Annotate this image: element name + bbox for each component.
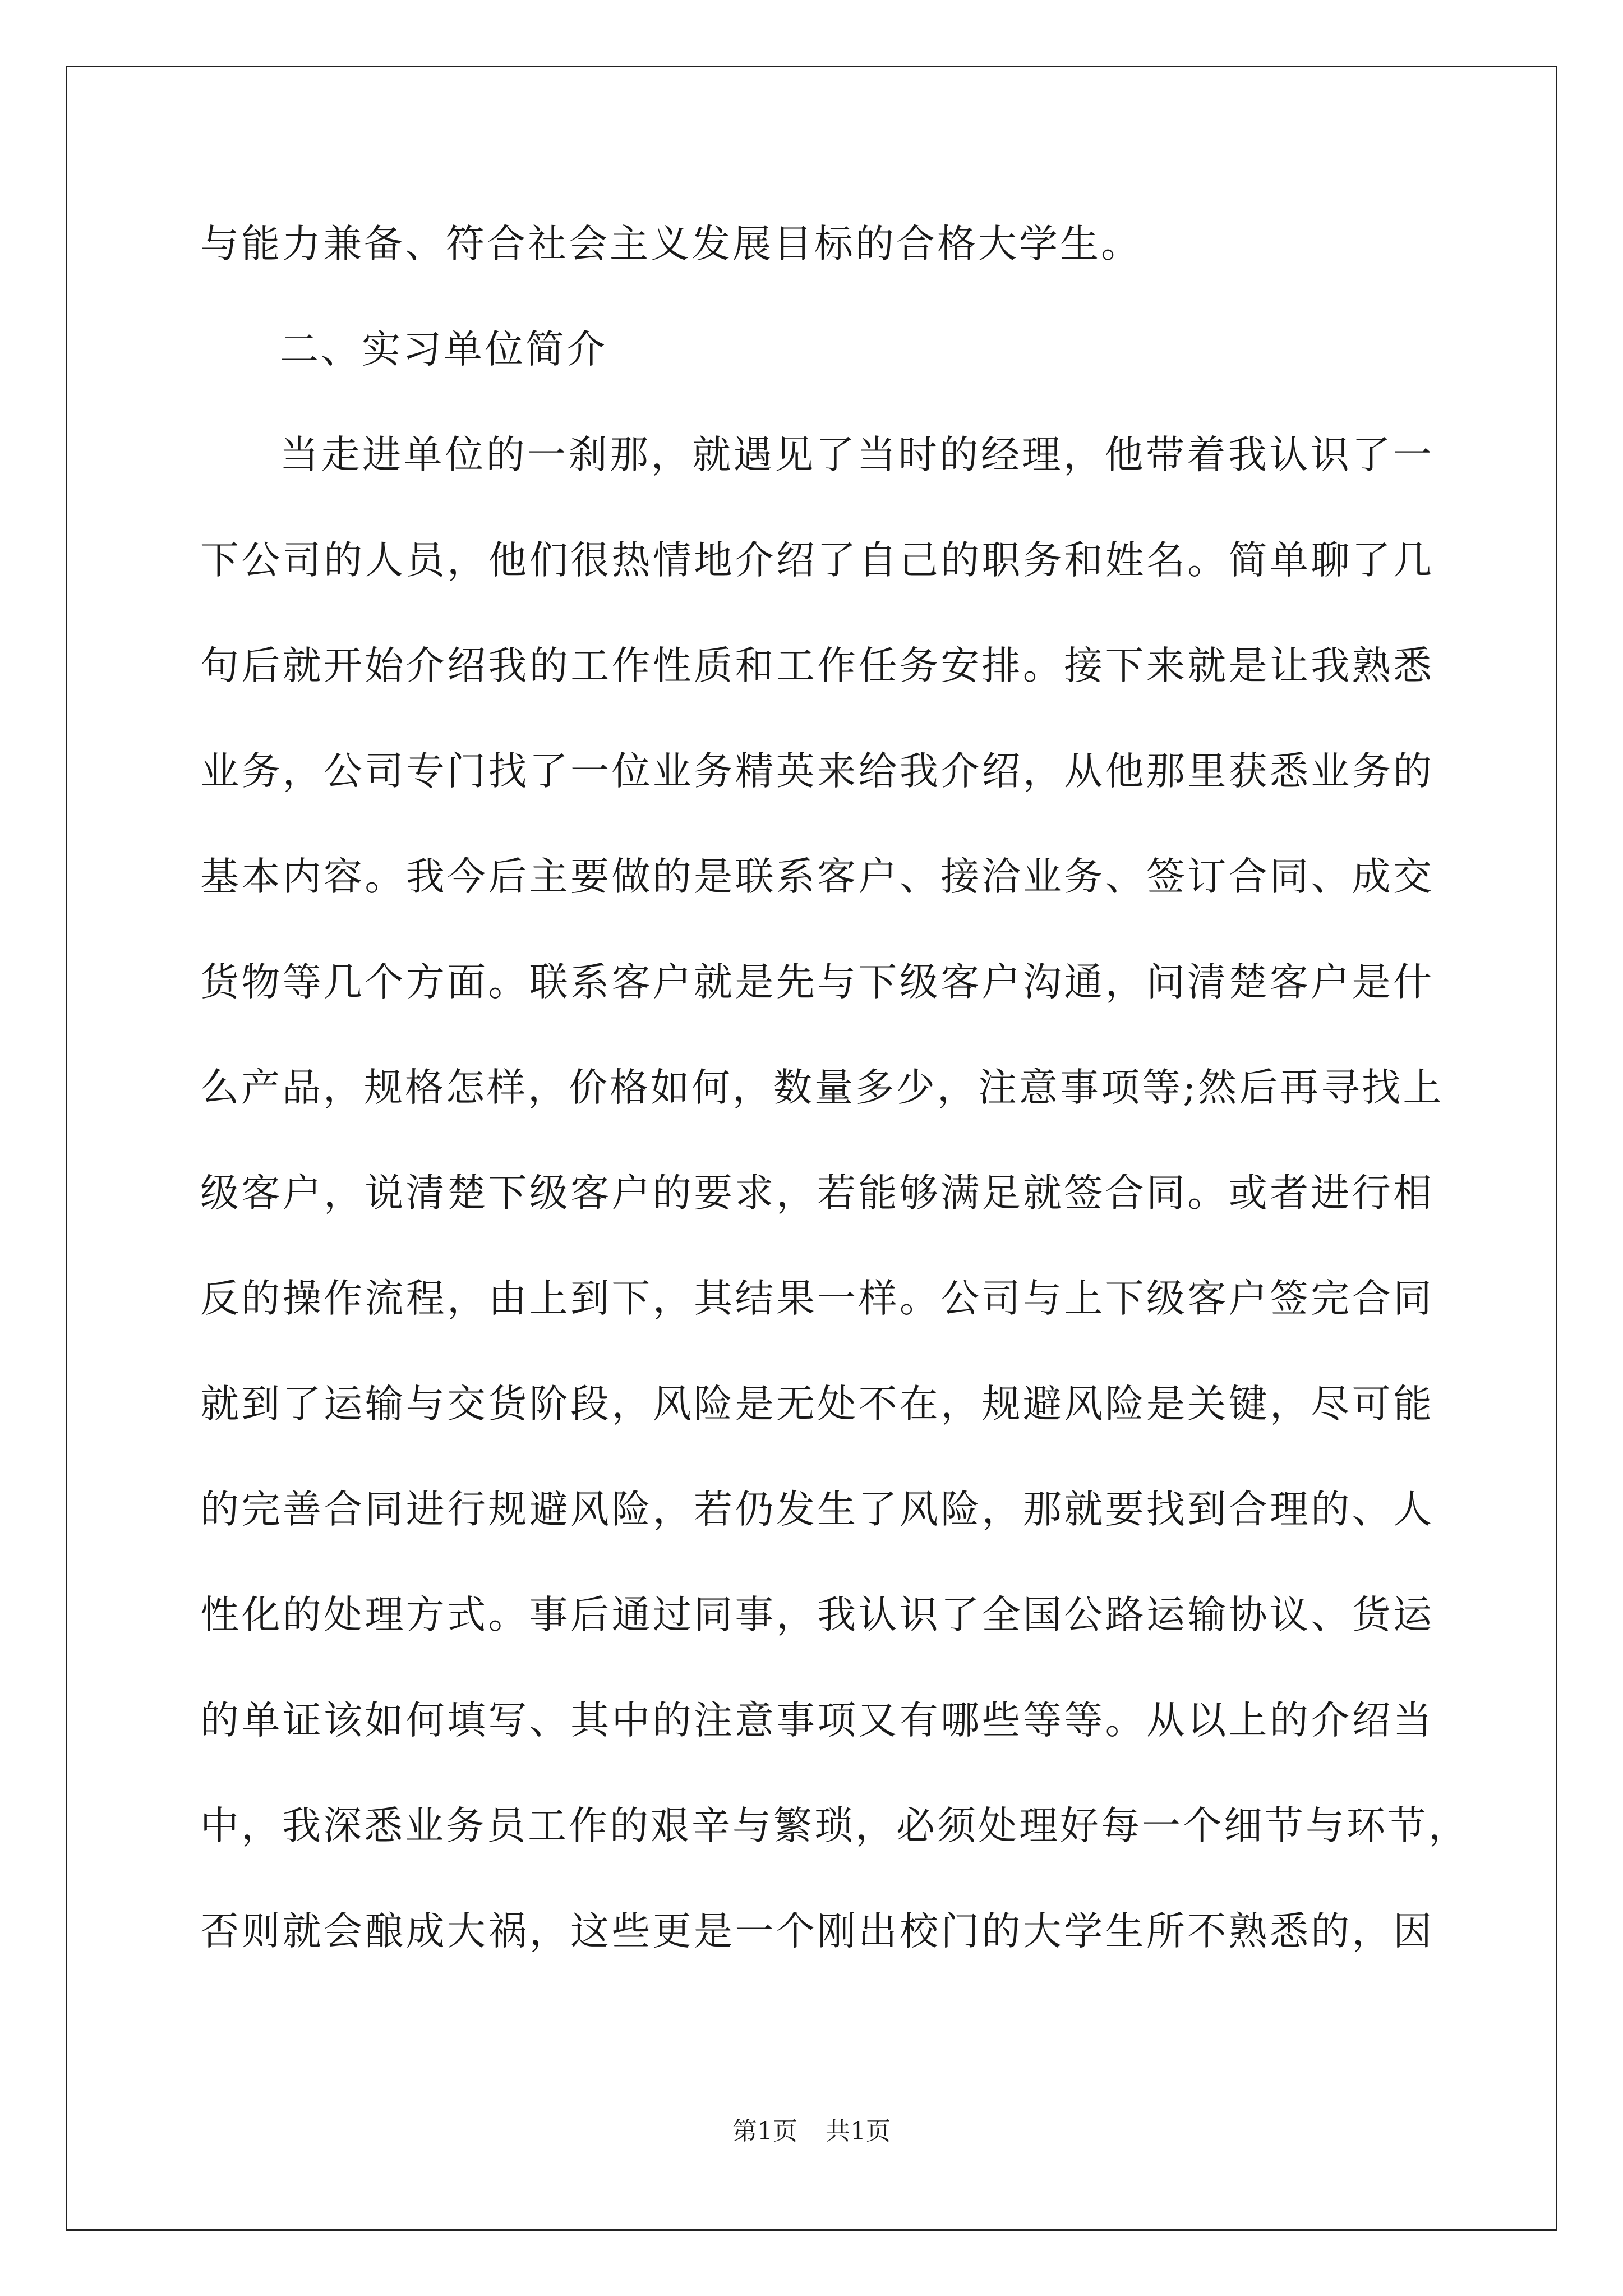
text-line: 否则就会酿成大祸，这些更是一个刚出校门的大学生所不熟悉的，因 bbox=[200, 1909, 1434, 1954]
text-line: 中，我深悉业务员工作的艰辛与繁琐，必须处理好每一个细节与环节， bbox=[200, 1803, 1469, 1848]
text-line: 么产品，规格怎样，价格如何，数量多少，注意事项等;然后再寻找上 bbox=[200, 1065, 1444, 1110]
text-line: 基本内容。我今后主要做的是联系客户、接洽业务、签订合同、成交 bbox=[200, 854, 1434, 899]
text-line: 性化的处理方式。事后通过同事，我认识了全国公路运输协议、货运 bbox=[200, 1593, 1434, 1637]
text-line: 级客户，说清楚下级客户的要求，若能够满足就签合同。或者进行相 bbox=[200, 1171, 1434, 1216]
page-footer bbox=[0, 2115, 1623, 2148]
text-line: 的完善合同进行规避风险，若仍发生了风险，那就要找到合理的、人 bbox=[200, 1487, 1434, 1532]
text-line: 反的操作流程，由上到下，其结果一样。公司与上下级客户签完合同 bbox=[200, 1276, 1434, 1321]
text-line: 货物等几个方面。联系客户就是先与下级客户沟通，问清楚客户是什 bbox=[200, 960, 1434, 1005]
page-total: 共1页 bbox=[826, 2117, 891, 2146]
text-line: 就到了运输与交货阶段，风险是无处不在，规避风险是关键，尽可能 bbox=[200, 1382, 1434, 1427]
page-number: 第1页 bbox=[732, 2117, 797, 2146]
section-heading: 二、实习单位简介 bbox=[280, 327, 607, 372]
text-line: 下公司的人员，他们很热情地介绍了自己的职务和姓名。简单聊了几 bbox=[200, 538, 1434, 583]
text-line: 的单证该如何填写、其中的注意事项又有哪些等等。从以上的介绍当 bbox=[200, 1698, 1434, 1743]
text-line: 当走进单位的一刹那，就遇见了当时的经理，他带着我认识了一 bbox=[280, 432, 1434, 477]
text-line: 业务，公司专门找了一位业务精英来给我介绍，从他那里获悉业务的 bbox=[200, 749, 1434, 794]
text-line: 与能力兼备、符合社会主义发展目标的合格大学生。 bbox=[200, 222, 1142, 266]
text-line: 句后就开始介绍我的工作性质和工作任务安排。接下来就是让我熟悉 bbox=[200, 643, 1434, 688]
